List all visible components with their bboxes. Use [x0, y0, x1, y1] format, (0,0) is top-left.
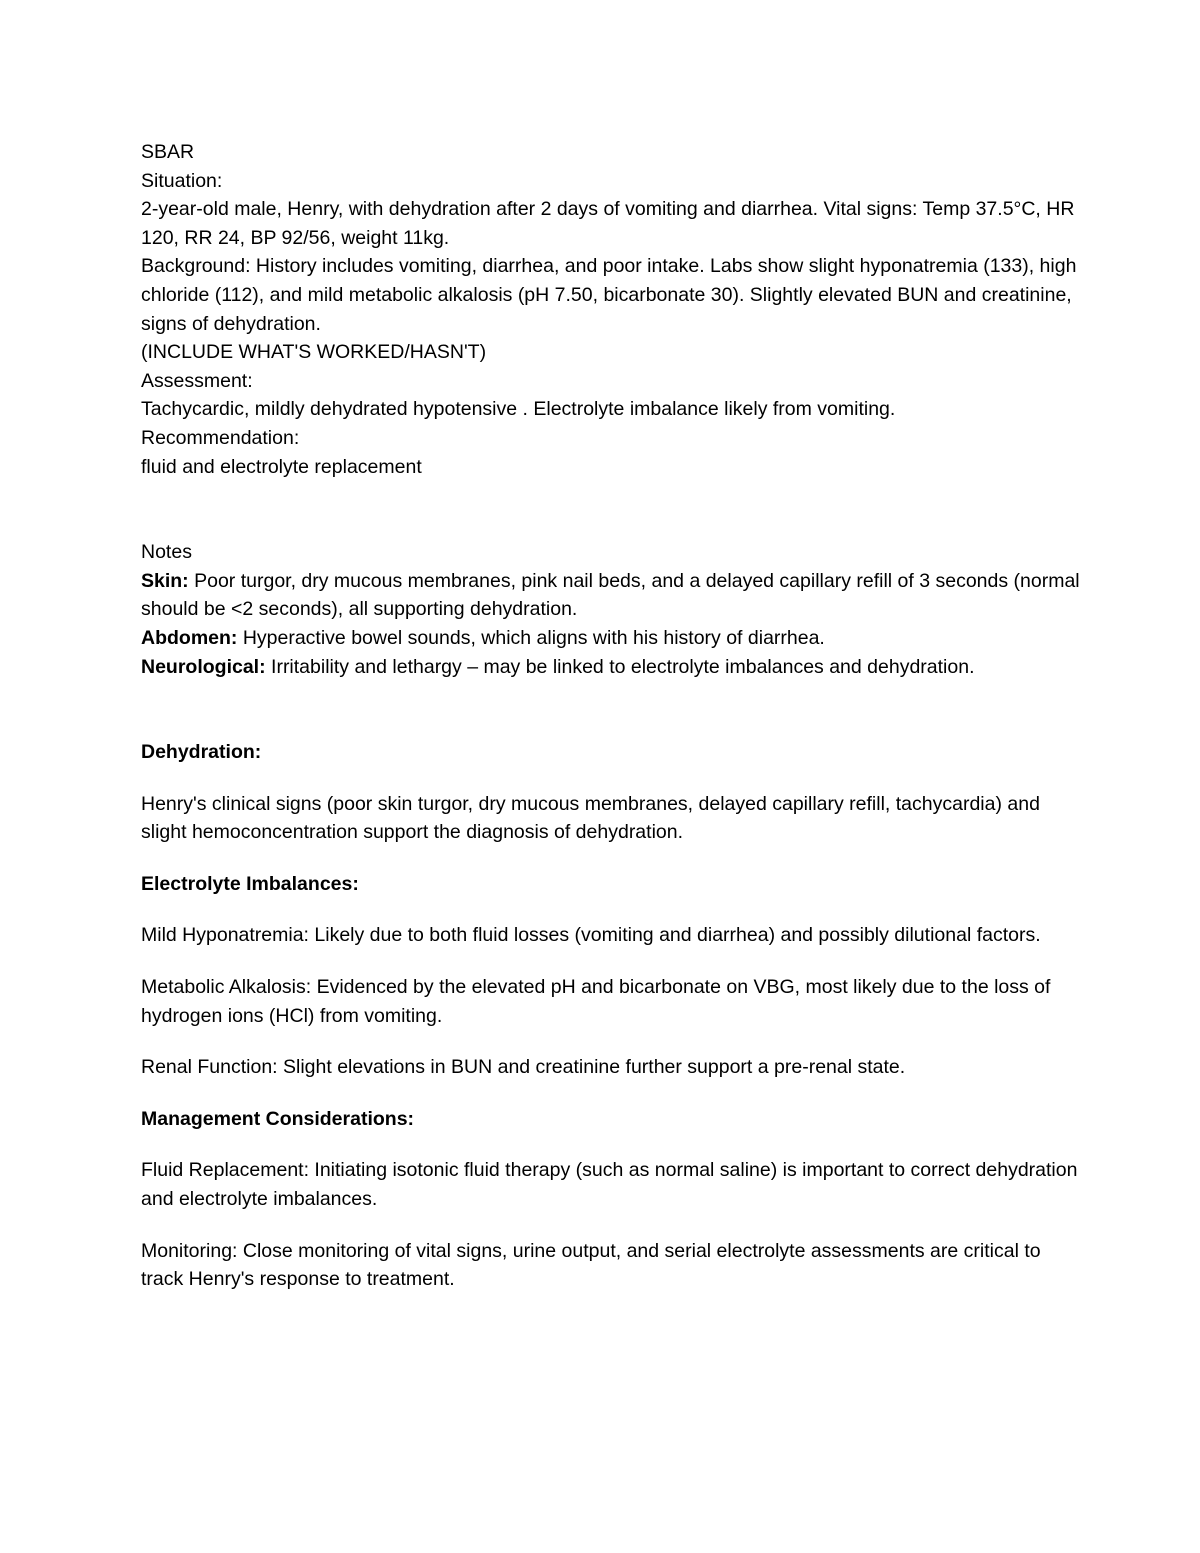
fluid-replacement-text: Fluid Replacement: Initiating isotonic fluid therapy (such as normal saline) is important to correct dehydration and electrolyte imbalances.	[141, 1159, 1078, 1211]
notes-skin	[141, 567, 1081, 624]
notes-abdomen	[141, 624, 1081, 653]
management-heading: Management Considerations:	[141, 1107, 415, 1130]
spacer	[141, 681, 1081, 738]
spacer	[141, 898, 1081, 921]
dehydration-heading: Dehydration:	[141, 741, 262, 764]
monitoring-text: Monitoring: Close monitoring of vital signs, urine output, and serial electrolyte assessments are critical to track Henry's response to treatment.	[141, 1239, 1041, 1291]
sbar-title: SBAR	[141, 141, 195, 163]
notes-title: Notes	[141, 541, 192, 564]
notes-neurological	[141, 653, 1081, 682]
dehydration-text: Henry's clinical signs (poor skin turgor, dry mucous membranes, delayed capillary refill, tachycardia) and slight hemoconcentration support the diagnosis of dehydration.	[141, 792, 1040, 844]
assessment-text: Tachycardic, mildly dehydrated hypotensive . Electrolyte imbalance likely from vomiting.	[141, 398, 896, 421]
recommendation-text: fluid and electrolyte replacement	[141, 455, 422, 478]
renal-text: Renal Function: Slight elevations in BUN and creatinine further support a pre-renal state.	[141, 1056, 906, 1079]
assessment-label: Assessment:	[141, 369, 253, 392]
spacer	[141, 1082, 1081, 1105]
include-note: (INCLUDE WHAT'S WORKED/HASN'T)	[141, 341, 487, 364]
spacer	[141, 1030, 1081, 1053]
situation-label: Situation:	[141, 169, 223, 192]
spacer	[141, 847, 1081, 870]
skin-label: Skin:	[141, 569, 189, 592]
neuro-label: Neurological:	[141, 655, 266, 678]
hyponatremia-text: Mild Hyponatremia: Likely due to both fluid losses (vomiting and diarrhea) and possibly dilutional factors.	[141, 924, 1041, 947]
neuro-text: Irritability and lethargy – may be linked to electrolyte imbalances and dehydration.	[265, 655, 975, 678]
electrolytes-heading: Electrolyte Imbalances:	[141, 872, 359, 895]
recommendation-label: Recommendation:	[141, 426, 300, 449]
abdomen-text: Hyperactive bowel sounds, which aligns with his history of diarrhea.	[237, 626, 825, 649]
alkalosis-text: Metabolic Alkalosis: Evidenced by the elevated pH and bicarbonate on VBG, most likely due to the loss of hydrogen ions (HCl) from vomiting.	[141, 976, 1051, 1027]
situation-text: 2-year-old male, Henry, with dehydration after 2 days of vomiting and diarrhea. Vital signs: Temp 37.5°C, HR 120, RR 24, BP 92/56, weight 11kg.	[141, 198, 1075, 249]
abdomen-label: Abdomen:	[141, 626, 238, 649]
background-text: Background: History includes vomiting, diarrhea, and poor intake. Labs show slight hyponatremia (133), high chloride (112), and mild metabolic alkalosis (pH 7.50, bicarbonate 30). Slightly elevated BUN and creatinine, signs of dehydration.	[141, 255, 1077, 335]
spacer	[141, 1214, 1081, 1237]
skin-text: Poor turgor, dry mucous membranes, pink nail beds, and a delayed capillary refill of 3 seconds (normal should be <2 seconds), all supporting dehydration.	[141, 569, 1080, 621]
document-page	[141, 138, 1081, 1294]
spacer	[141, 950, 1081, 973]
spacer	[141, 767, 1081, 790]
spacer	[141, 1133, 1081, 1156]
spacer	[141, 481, 1081, 538]
